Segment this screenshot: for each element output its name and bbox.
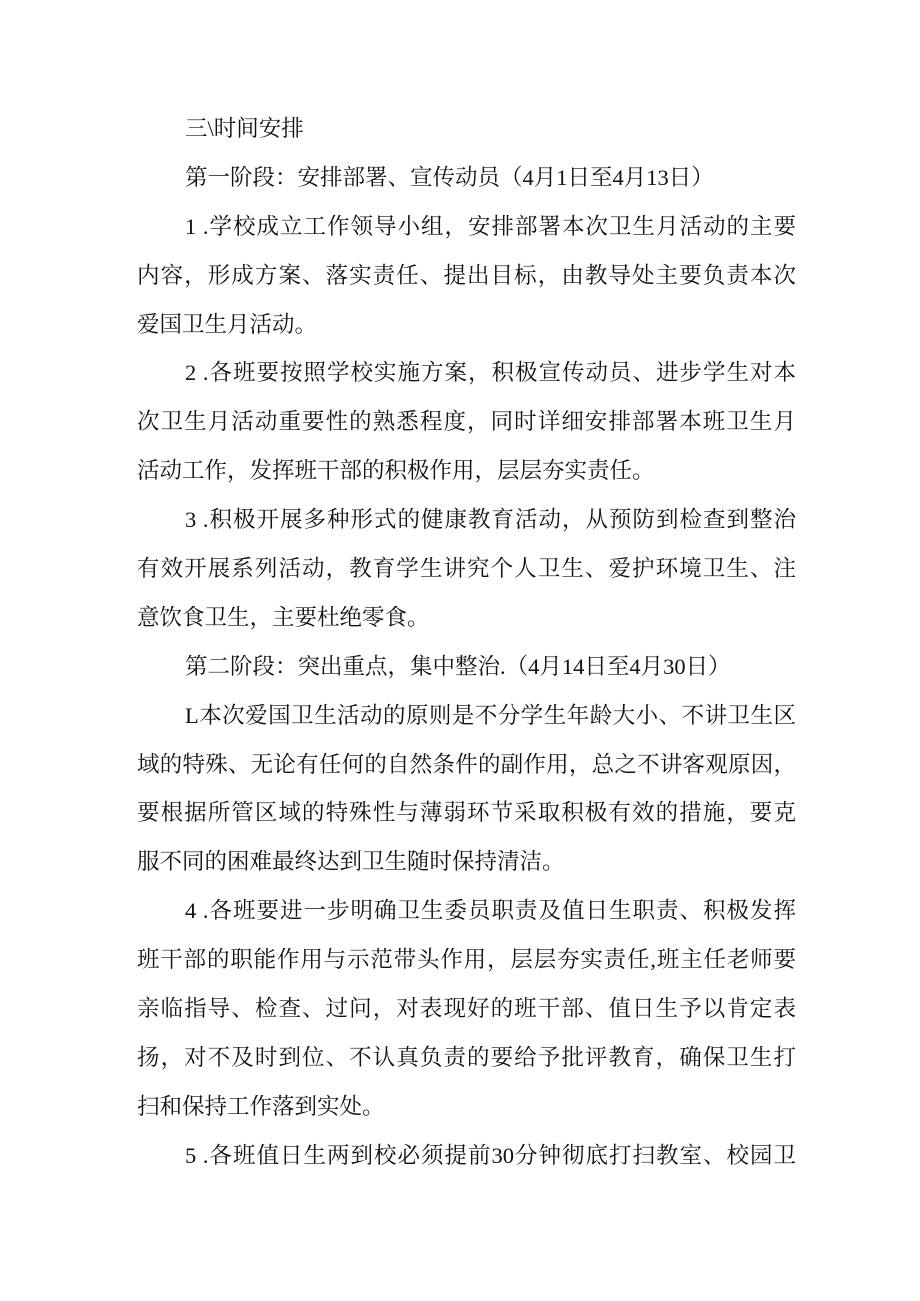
text-line: 2 .各班要按照学校实施方案，积极宣传动员、进步学生对本 (185, 360, 796, 386)
document-page (137, 105, 796, 1181)
text-line: 有效开展系列活动，教育学生讲究个人卫生、爱护环境卫生、注 (137, 556, 796, 582)
text-line: 域的特殊、无论有任何的自然条件的副作用，总之不讲客观原因， (137, 751, 796, 777)
text-line: 亲临指导、检查、过问，对表现好的班干部、值日生予以肯定表 (137, 996, 796, 1022)
list-item (137, 349, 796, 496)
text-line: 内容，形成方案、落实责任、提出目标，由教导处主要负责本次 (137, 262, 796, 288)
text-line: 1 .学校成立工作领导小组，安排部署本次卫生月活动的主要 (185, 213, 796, 239)
text-line: 爱国卫生月活动。 (137, 311, 318, 337)
text-line: 4 .各班要进一步明确卫生委员职责及值日生职责、积极发挥 (185, 898, 796, 924)
text-line: 扫和保持工作落到实处。 (137, 1093, 385, 1119)
text-line: 意饮食卫生，主要杜绝零食。 (137, 604, 430, 630)
text-line: 要根据所管区域的特殊性与薄弱环节采取积极有效的措施，要克 (137, 800, 796, 826)
list-item (137, 1132, 796, 1181)
text-line: 扬，对不及时到位、不认真负责的要给予批评教育，确保卫生打 (137, 1044, 796, 1070)
section-heading: 三\时间安排 (185, 116, 304, 141)
text-line: 次卫生月活动重要性的熟悉程度，同时详细安排部署本班卫生月 (137, 409, 796, 435)
text-line: 活动工作，发挥班干部的积极作用，层层夯实责任。 (137, 458, 655, 484)
list-item (137, 203, 796, 350)
text-line: L本次爱国卫生活动的原则是不分学生年龄大小、不讲卫生区 (185, 702, 796, 728)
text-line: 服不同的困难最终达到卫生随时保持清洁。 (137, 849, 565, 875)
list-item (137, 692, 796, 888)
list-item (137, 887, 796, 1131)
phase-title: 第二阶段：突出重点，集中整治.（4月14日至4月30日） (185, 653, 731, 679)
text-line: 5 .各班值日生两到校必须提前30分钟彻底打扫教室、校园卫 (185, 1142, 796, 1168)
text-line: 3 .积极开展多种形式的健康教育活动，从预防到检查到整治 (185, 507, 796, 533)
text-line: 班干部的职能作用与示范带头作用，层层夯实责任,班主任老师要 (137, 947, 796, 973)
list-item (137, 496, 796, 643)
phase-title: 第一阶段：安排部署、宣传动员（4月1日至4月13日） (185, 164, 714, 190)
